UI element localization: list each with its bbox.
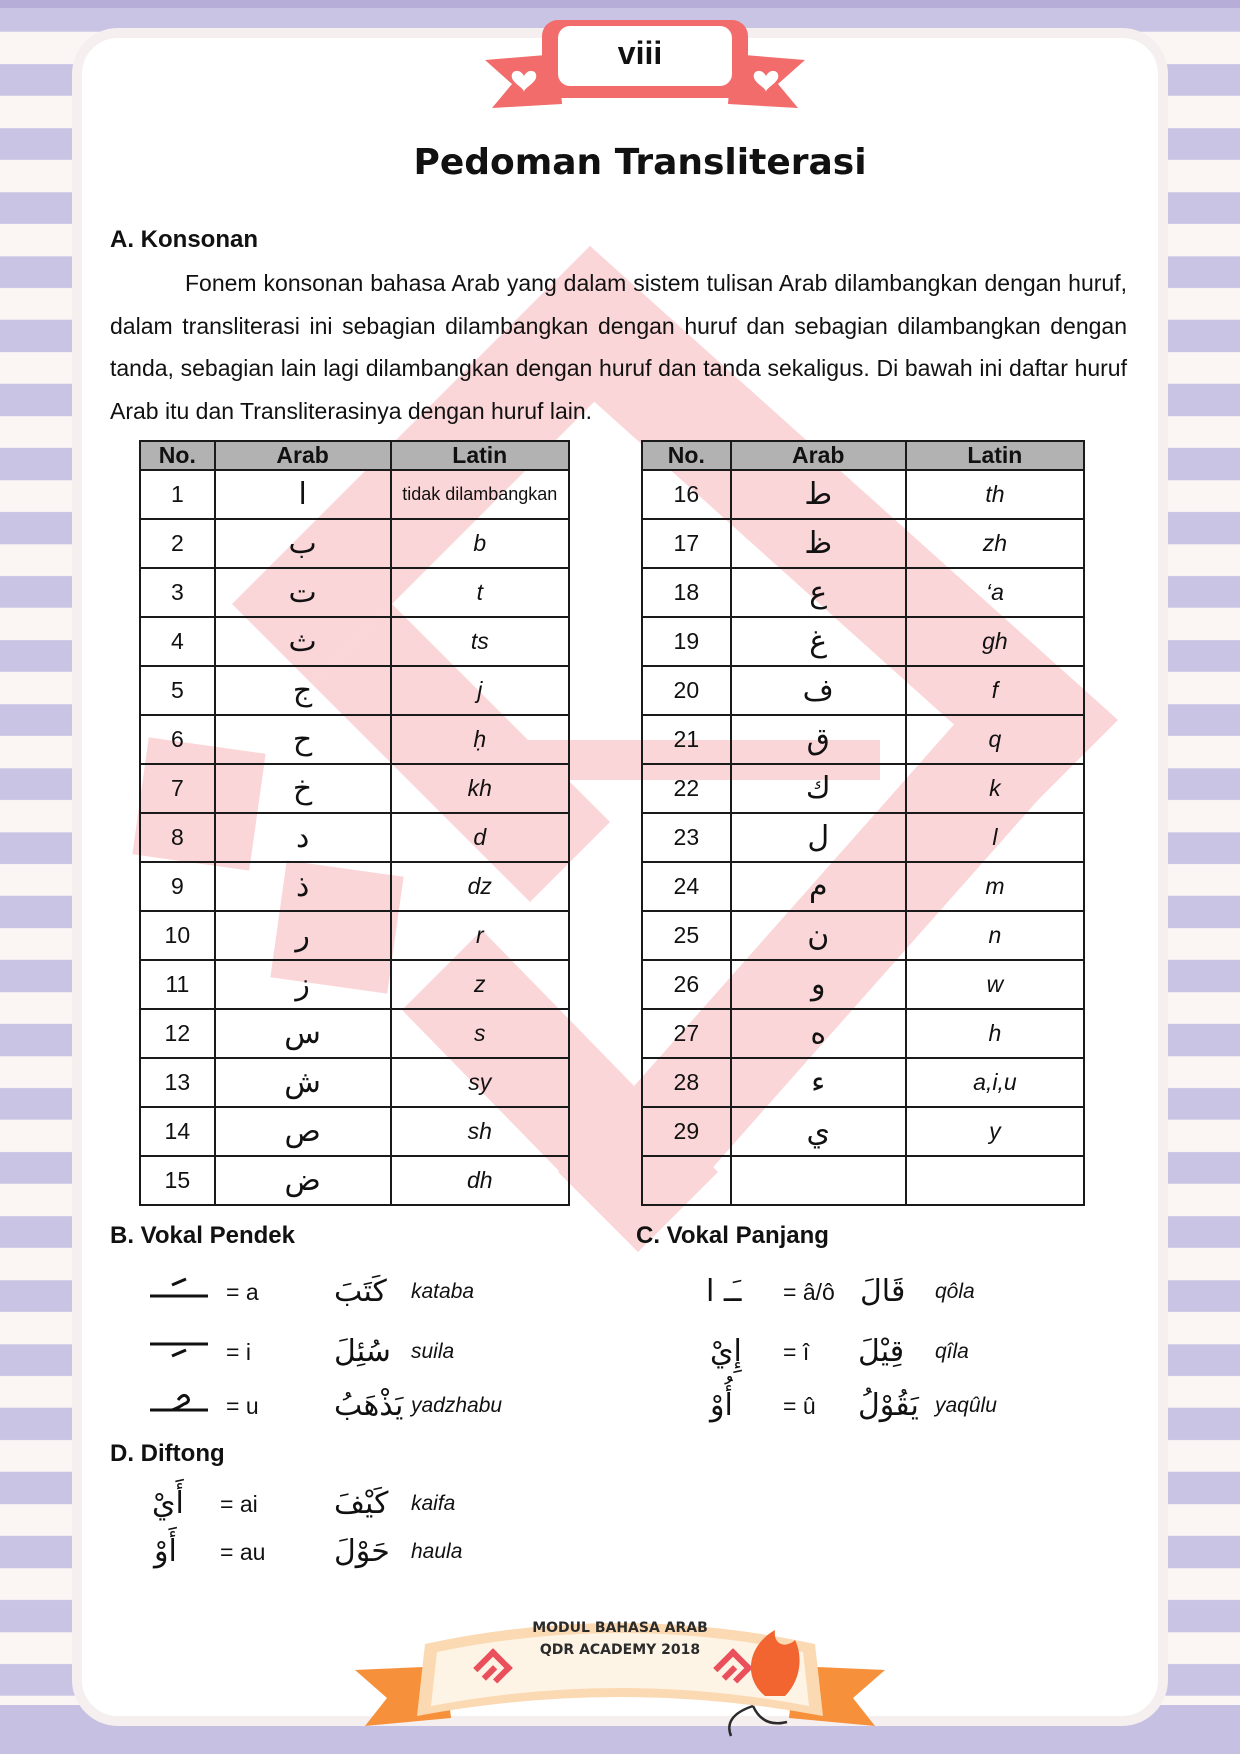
row-latin: k [906,764,1084,813]
row-arab: د [215,813,391,862]
short-vowel-equals: = i [226,1339,251,1365]
diphthong-row [148,1530,548,1574]
table-row [140,666,569,715]
row-latin: m [906,862,1084,911]
short-vowel-equals: = u [226,1393,259,1419]
diphthong-example-arabic: كَيْفَ [334,1486,389,1521]
row-latin: zh [906,519,1084,568]
table-row [642,1107,1084,1156]
row-latin: dz [391,862,569,911]
table-row [642,715,1084,764]
row-no: 9 [140,862,215,911]
long-vowel-mark: أُوْ [710,1388,733,1423]
long-vowel-mark: إِيْ [710,1334,742,1369]
table-row [642,470,1084,519]
row-latin: t [391,568,569,617]
row-no: 6 [140,715,215,764]
short-vowel-row [148,1270,548,1314]
row-no: 4 [140,617,215,666]
page-title: Pedoman Transliterasi [413,142,867,183]
row-arab: غ [731,617,906,666]
row-arab: م [731,862,906,911]
table-row [140,1107,569,1156]
row-no: 20 [642,666,731,715]
row-latin: gh [906,617,1084,666]
row-arab: خ [215,764,391,813]
long-vowel-example-latin: qôla [935,1280,975,1303]
table-header-row [642,441,1084,470]
footer-title-line2: QDR ACADEMY 2018 [539,1642,701,1658]
table-row [140,1058,569,1107]
table-row [642,813,1084,862]
short-vowel-row [148,1330,548,1374]
table-row [140,568,569,617]
row-no: 3 [140,568,215,617]
row-arab: ي [731,1107,906,1156]
short-vowel-example-latin: yadzhabu [411,1394,503,1417]
column-header-latin: Latin [391,441,569,470]
row-no: 19 [642,617,731,666]
intro-paragraph: Fonem konsonan bahasa Arab yang dalam sistem tulisan Arab dilambangkan dengan huruf, dalam transliterasi ini sebagian dilambangkan dengan huruf dan sebagian dilambangkan dengan tanda, sebagian lain lagi dilambangkan dengan huruf dan tanda sekaligus. Di bawah ini daftar huruf Arab itu dan Transliterasinya dengan huruf lain. [110,270,1127,424]
consonant-table-left [139,440,570,1206]
row-no: 24 [642,862,731,911]
long-vowel-equals: = â/ô [783,1279,835,1305]
row-arab: ع [731,568,906,617]
table-row [140,715,569,764]
short-vowel-row [148,1384,548,1428]
table-header-row [140,441,569,470]
table-row [642,1009,1084,1058]
long-vowel-example-arabic: قِيْلَ [858,1334,905,1369]
table-row [140,1009,569,1058]
consonant-table-right [641,440,1085,1206]
long-vowel-equals: = î [783,1339,810,1365]
row-arab: ت [215,568,391,617]
row-latin: ‘a [906,568,1084,617]
row-arab: ذ [215,862,391,911]
row-arab: ا [215,470,391,519]
table-row [642,617,1084,666]
row-latin: q [906,715,1084,764]
table-row [140,617,569,666]
long-vowel-row [700,1384,1060,1428]
row-arab: ش [215,1058,391,1107]
table-row [140,960,569,1009]
long-vowel-example-latin: yaqûlu [935,1394,997,1417]
diphthong-equals: = au [220,1539,266,1565]
column-header-arab: Arab [215,441,391,470]
row-arab: ر [215,911,391,960]
row-arab [731,1156,906,1205]
diphthong-equals: = ai [220,1491,258,1517]
diphthong-mark: أَيْ [152,1486,184,1521]
diphthong-example-arabic: حَوْلَ [334,1534,390,1569]
long-vowel-example-arabic: قَالَ [860,1274,906,1309]
table-row [642,1156,1084,1205]
long-vowel-row [700,1330,1060,1374]
row-arab: ح [215,715,391,764]
table-row [140,1156,569,1205]
row-no: 5 [140,666,215,715]
row-latin: kh [391,764,569,813]
kasrah-mark-icon [148,1330,210,1374]
row-no: 8 [140,813,215,862]
row-no: 16 [642,470,731,519]
row-arab: ض [215,1156,391,1205]
row-latin: n [906,911,1084,960]
row-latin: sy [391,1058,569,1107]
long-vowel-equals: = û [783,1393,816,1419]
row-no: 26 [642,960,731,1009]
row-arab: ن [731,911,906,960]
short-vowel-example-arabic: كَتَبَ [334,1274,387,1309]
table-row [642,960,1084,1009]
dhammah-mark-icon [148,1384,210,1428]
row-no: 27 [642,1009,731,1058]
row-no: 18 [642,568,731,617]
column-header-latin: Latin [906,441,1084,470]
row-no: 11 [140,960,215,1009]
row-latin: w [906,960,1084,1009]
row-latin: ḥ [391,715,569,764]
row-latin: f [906,666,1084,715]
short-vowel-example-latin: suila [411,1340,455,1363]
table-row [642,764,1084,813]
row-arab: ه [731,1009,906,1058]
top-bar [0,0,1240,8]
row-arab: و [731,960,906,1009]
section-c-heading: C. Vokal Panjang [636,1222,829,1249]
short-vowel-example-latin: kataba [411,1280,475,1303]
short-vowel-example-arabic: سُئِلَ [334,1334,391,1369]
row-latin: th [906,470,1084,519]
row-no: 23 [642,813,731,862]
table-row [642,862,1084,911]
row-latin: tidak dilambangkan [391,470,569,519]
row-no: 13 [140,1058,215,1107]
diphthong-mark: أَوْ [154,1534,177,1569]
long-vowel-example-arabic: يَقُوْلُ [858,1388,919,1423]
row-no: 25 [642,911,731,960]
table-row [140,470,569,519]
row-arab: ط [731,470,906,519]
table-row [140,911,569,960]
row-arab: ق [731,715,906,764]
row-latin: sh [391,1107,569,1156]
row-latin: ts [391,617,569,666]
row-latin: dh [391,1156,569,1205]
row-no: 10 [140,911,215,960]
row-latin: y [906,1107,1084,1156]
table-row [140,764,569,813]
fathah-mark-icon [148,1270,210,1314]
row-latin: b [391,519,569,568]
table-row [642,519,1084,568]
row-arab: ز [215,960,391,1009]
long-vowel-example-latin: qîla [935,1340,969,1363]
row-latin: s [391,1009,569,1058]
row-arab: ك [731,764,906,813]
row-no: 29 [642,1107,731,1156]
long-vowel-mark: ـَـ ا [706,1274,742,1309]
diphthong-example-latin: kaifa [411,1492,456,1515]
table-row [140,813,569,862]
row-no: 7 [140,764,215,813]
diphthong-example-latin: haula [411,1540,463,1563]
column-header-no: No. [140,441,215,470]
row-latin: j [391,666,569,715]
row-latin: h [906,1009,1084,1058]
table-row [642,1058,1084,1107]
column-header-arab: Arab [731,441,906,470]
table-row [140,519,569,568]
row-arab: ف [731,666,906,715]
table-row [642,666,1084,715]
row-latin [906,1156,1084,1205]
row-no: 15 [140,1156,215,1205]
row-no: 22 [642,764,731,813]
row-arab: ظ [731,519,906,568]
page-number: viii [617,35,663,71]
row-no: 28 [642,1058,731,1107]
row-latin: a,i,u [906,1058,1084,1107]
table-row [642,568,1084,617]
short-vowel-example-arabic: يَذْهَبُ [334,1388,404,1423]
section-a-heading: A. Konsonan [110,226,258,253]
row-no: 17 [642,519,731,568]
long-vowel-row [700,1270,1060,1314]
short-vowel-equals: = a [226,1279,259,1305]
footer-title-line1: MODUL BAHASA ARAB [532,1620,708,1636]
row-latin: z [391,960,569,1009]
row-no: 14 [140,1107,215,1156]
diphthong-row [148,1482,548,1526]
row-latin: l [906,813,1084,862]
row-arab: ل [731,813,906,862]
row-no: 12 [140,1009,215,1058]
row-arab: س [215,1009,391,1058]
row-arab: ث [215,617,391,666]
row-arab: ص [215,1107,391,1156]
row-arab: ب [215,519,391,568]
row-arab: ج [215,666,391,715]
row-latin: r [391,911,569,960]
row-no [642,1156,731,1205]
row-arab: ء [731,1058,906,1107]
section-d-heading: D. Diftong [110,1440,225,1467]
section-b-heading: B. Vokal Pendek [110,1222,295,1249]
table-row [642,911,1084,960]
column-header-no: No. [642,441,731,470]
row-no: 21 [642,715,731,764]
row-latin: d [391,813,569,862]
row-no: 2 [140,519,215,568]
row-no: 1 [140,470,215,519]
table-row [140,862,569,911]
